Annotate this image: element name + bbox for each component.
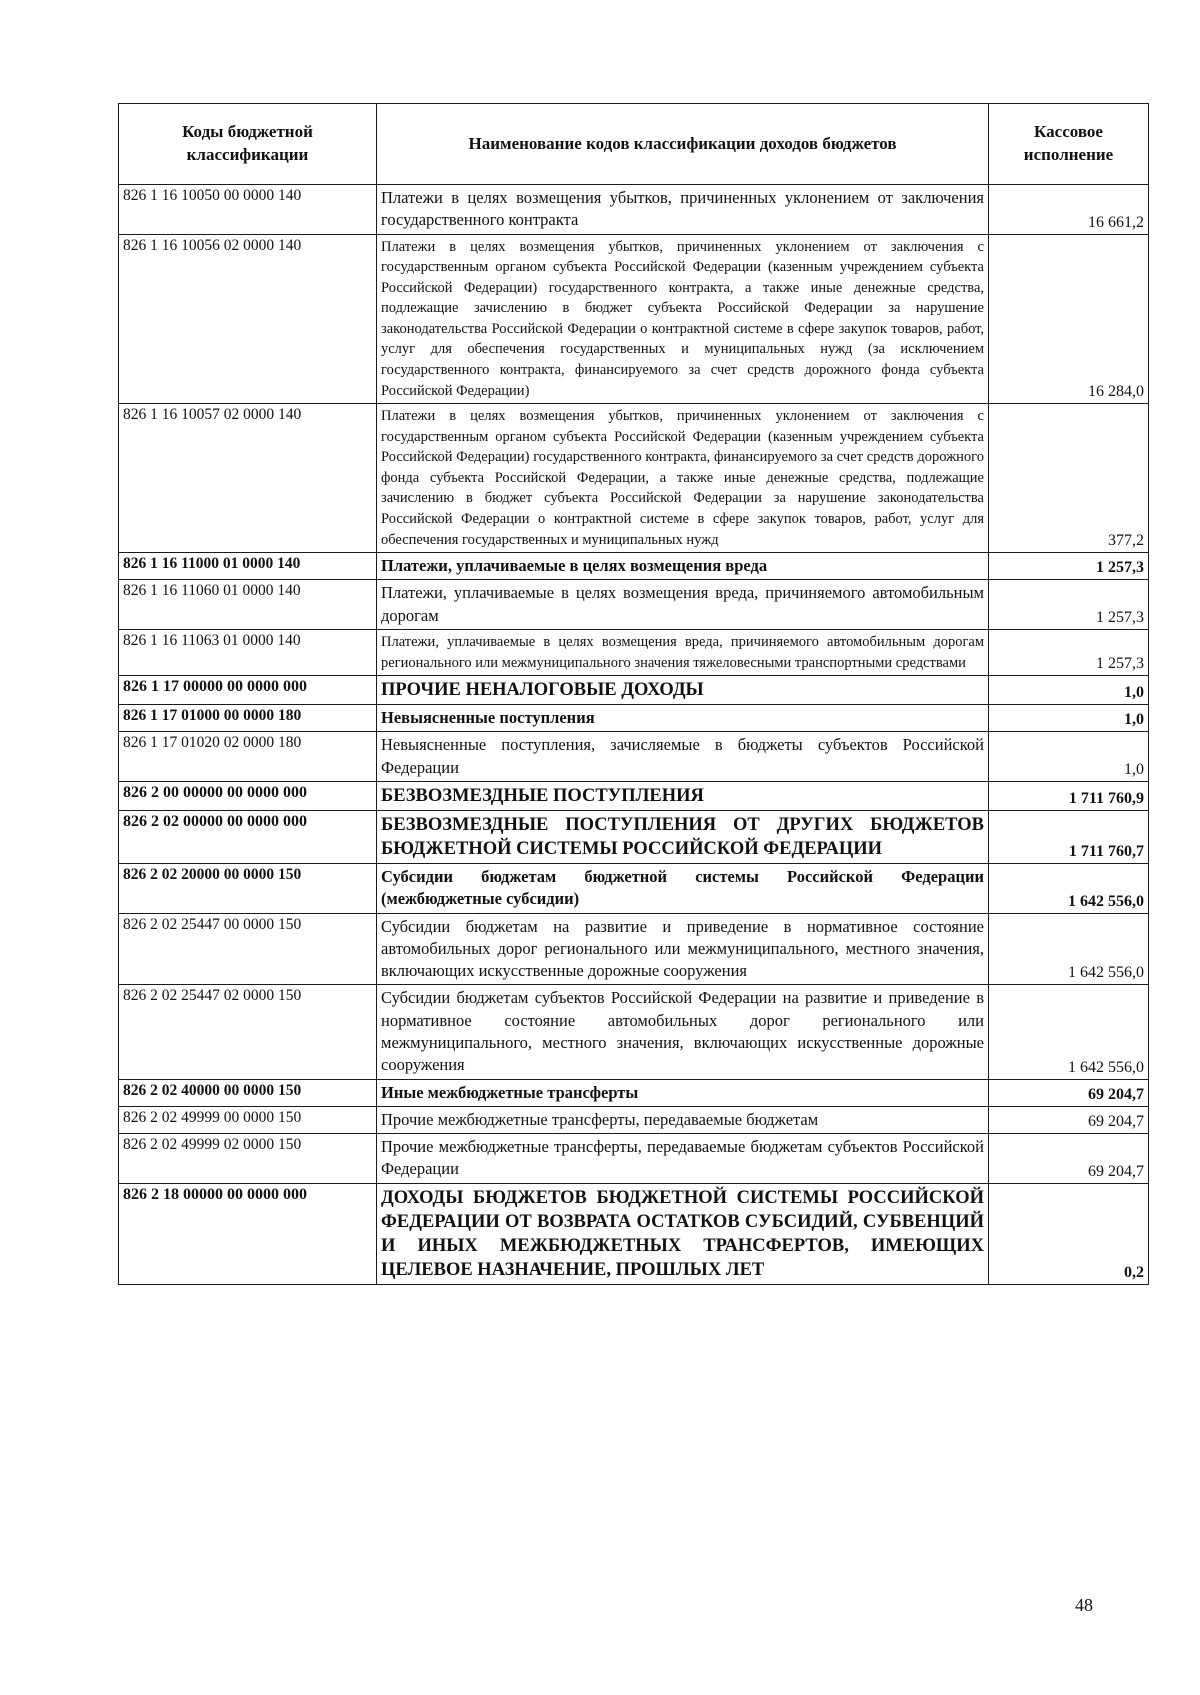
table-row <box>119 1134 1149 1184</box>
table-row <box>119 1183 1149 1284</box>
budget-code-cell: 826 2 18 00000 00 0000 000 <box>119 1183 377 1284</box>
table-row <box>119 234 1149 404</box>
cash-execution-cell: 0,2 <box>989 1183 1149 1284</box>
budget-code-cell: 826 1 17 01000 00 0000 180 <box>119 705 377 732</box>
classification-name-cell: Невыясненные поступления, зачисляемые в бюджеты субъектов Российской Федерации <box>377 732 989 782</box>
cash-execution-cell: 1,0 <box>989 705 1149 732</box>
budget-code-cell: 826 2 02 25447 00 0000 150 <box>119 913 377 985</box>
table-row <box>119 676 1149 705</box>
table-body <box>119 185 1149 1285</box>
budget-code-cell: 826 2 02 20000 00 0000 150 <box>119 864 377 914</box>
budget-code-cell: 826 1 16 11000 01 0000 140 <box>119 553 377 580</box>
budget-code-cell: 826 1 16 10057 02 0000 140 <box>119 404 377 553</box>
budget-code-cell: 826 2 02 25447 02 0000 150 <box>119 985 377 1079</box>
page-number: 48 <box>1075 1595 1093 1615</box>
budget-code-cell: 826 1 16 11060 01 0000 140 <box>119 580 377 630</box>
table-row <box>119 580 1149 630</box>
cash-execution-cell: 1 257,3 <box>989 630 1149 676</box>
table-row <box>119 985 1149 1079</box>
classification-name-cell: Прочие межбюджетные трансферты, передаваемые бюджетам <box>377 1106 989 1133</box>
table-row <box>119 404 1149 553</box>
budget-code-cell: 826 2 02 49999 02 0000 150 <box>119 1134 377 1184</box>
budget-code-cell: 826 2 02 00000 00 0000 000 <box>119 811 377 864</box>
cash-execution-cell: 69 204,7 <box>989 1079 1149 1106</box>
cash-execution-cell: 1,0 <box>989 732 1149 782</box>
classification-name-cell: Платежи, уплачиваемые в целях возмещения вреда <box>377 553 989 580</box>
table-row <box>119 732 1149 782</box>
table-row <box>119 782 1149 811</box>
table-row <box>119 705 1149 732</box>
classification-name-cell: ПРОЧИЕ НЕНАЛОГОВЫЕ ДОХОДЫ <box>377 676 989 705</box>
cash-execution-cell: 1 642 556,0 <box>989 864 1149 914</box>
table-row <box>119 185 1149 235</box>
header-name: Наименование кодов классификации доходов бюджетов <box>377 104 989 185</box>
classification-name-cell: Субсидии бюджетам субъектов Российской Федерации на развитие и приведение в нормативное состояние автомобильных дорог регионального или межмуниципального, местного значения, включающих искусственные дорожные сооружения <box>377 985 989 1079</box>
cash-execution-cell: 69 204,7 <box>989 1134 1149 1184</box>
budget-code-cell: 826 2 02 40000 00 0000 150 <box>119 1079 377 1106</box>
budget-code-cell: 826 2 02 49999 00 0000 150 <box>119 1106 377 1133</box>
cash-execution-cell: 1 711 760,9 <box>989 782 1149 811</box>
cash-execution-cell: 1 711 760,7 <box>989 811 1149 864</box>
budget-code-cell: 826 1 16 10056 02 0000 140 <box>119 234 377 404</box>
classification-name-cell: Платежи, уплачиваемые в целях возмещения вреда, причиняемого автомобильным дорогам регионального или межмуниципального значения тяжеловесными транспортными средствами <box>377 630 989 676</box>
table-row <box>119 1106 1149 1133</box>
cash-execution-cell: 1 642 556,0 <box>989 985 1149 1079</box>
budget-code-cell: 826 1 16 11063 01 0000 140 <box>119 630 377 676</box>
table-row <box>119 913 1149 985</box>
classification-name-cell: Платежи в целях возмещения убытков, причиненных уклонением от заключения с государственным органом субъекта Российской Федерации (казенным учреждением субъекта Российской Федерации) государственного контракта, финансируемого за счет средств дорожного фонда субъекта Российской Федерации, а также иные денежные средства, подлежащие зачислению в бюджет субъекта Российской Федерации за нарушение законодательства Российской Федерации о контрактной системе в сфере закупок товаров, работ, услуг для обеспечения государственных и муниципальных нужд <box>377 404 989 553</box>
classification-name-cell: Прочие межбюджетные трансферты, передаваемые бюджетам субъектов Российской Федерации <box>377 1134 989 1184</box>
budget-code-cell: 826 1 16 10050 00 0000 140 <box>119 185 377 235</box>
cash-execution-cell: 1 642 556,0 <box>989 913 1149 985</box>
classification-name-cell: Платежи в целях возмещения убытков, причиненных уклонением от заключения с государственным органом субъекта Российской Федерации (казенным учреждением субъекта Российской Федерации) государственного контракта, а также иные денежные средства, подлежащие зачислению в бюджет субъекта Российской Федерации за нарушение законодательства Российской Федерации о контрактной системе в сфере закупок товаров, работ, услуг для обеспечения государственных и муниципальных нужд (за исключением государственного контракта, финансируемого за счет средств дорожного фонда субъекта Российской Федерации) <box>377 234 989 404</box>
table-row <box>119 864 1149 914</box>
cash-execution-cell: 377,2 <box>989 404 1149 553</box>
table-row <box>119 811 1149 864</box>
classification-name-cell: ДОХОДЫ БЮДЖЕТОВ БЮДЖЕТНОЙ СИСТЕМЫ РОССИЙСКОЙ ФЕДЕРАЦИИ ОТ ВОЗВРАТА ОСТАТКОВ СУБСИДИЙ, СУБВЕНЦИЙ И ИНЫХ МЕЖБЮДЖЕТНЫХ ТРАНСФЕРТОВ, ИМЕЮЩИХ ЦЕЛЕВОЕ НАЗНАЧЕНИЕ, ПРОШЛЫХ ЛЕТ <box>377 1183 989 1284</box>
cash-execution-cell: 16 284,0 <box>989 234 1149 404</box>
classification-name-cell: Иные межбюджетные трансферты <box>377 1079 989 1106</box>
header-amount: Кассовое исполнение <box>989 104 1149 185</box>
classification-name-cell: Субсидии бюджетам на развитие и приведение в нормативное состояние автомобильных дорог регионального или межмуниципального, местного значения, включающих искусственные дорожные сооружения <box>377 913 989 985</box>
table-row <box>119 553 1149 580</box>
header-code: Коды бюджетной классификации <box>119 104 377 185</box>
cash-execution-cell: 69 204,7 <box>989 1106 1149 1133</box>
classification-name-cell: Невыясненные поступления <box>377 705 989 732</box>
classification-name-cell: БЕЗВОЗМЕЗДНЫЕ ПОСТУПЛЕНИЯ <box>377 782 989 811</box>
classification-name-cell: БЕЗВОЗМЕЗДНЫЕ ПОСТУПЛЕНИЯ ОТ ДРУГИХ БЮДЖЕТОВ БЮДЖЕТНОЙ СИСТЕМЫ РОССИЙСКОЙ ФЕДЕРАЦИИ <box>377 811 989 864</box>
classification-name-cell: Субсидии бюджетам бюджетной системы Российской Федерации (межбюджетные субсидии) <box>377 864 989 914</box>
cash-execution-cell: 1 257,3 <box>989 580 1149 630</box>
cash-execution-cell: 1,0 <box>989 676 1149 705</box>
cash-execution-cell: 16 661,2 <box>989 185 1149 235</box>
budget-code-cell: 826 1 17 01020 02 0000 180 <box>119 732 377 782</box>
revenue-classification-table <box>118 103 1149 1285</box>
budget-code-cell: 826 1 17 00000 00 0000 000 <box>119 676 377 705</box>
table-row <box>119 630 1149 676</box>
classification-name-cell: Платежи, уплачиваемые в целях возмещения вреда, причиняемого автомобильным дорогам <box>377 580 989 630</box>
table-header-row <box>119 104 1149 185</box>
cash-execution-cell: 1 257,3 <box>989 553 1149 580</box>
classification-name-cell: Платежи в целях возмещения убытков, причиненных уклонением от заключения государственного контракта <box>377 185 989 235</box>
budget-code-cell: 826 2 00 00000 00 0000 000 <box>119 782 377 811</box>
table-row <box>119 1079 1149 1106</box>
